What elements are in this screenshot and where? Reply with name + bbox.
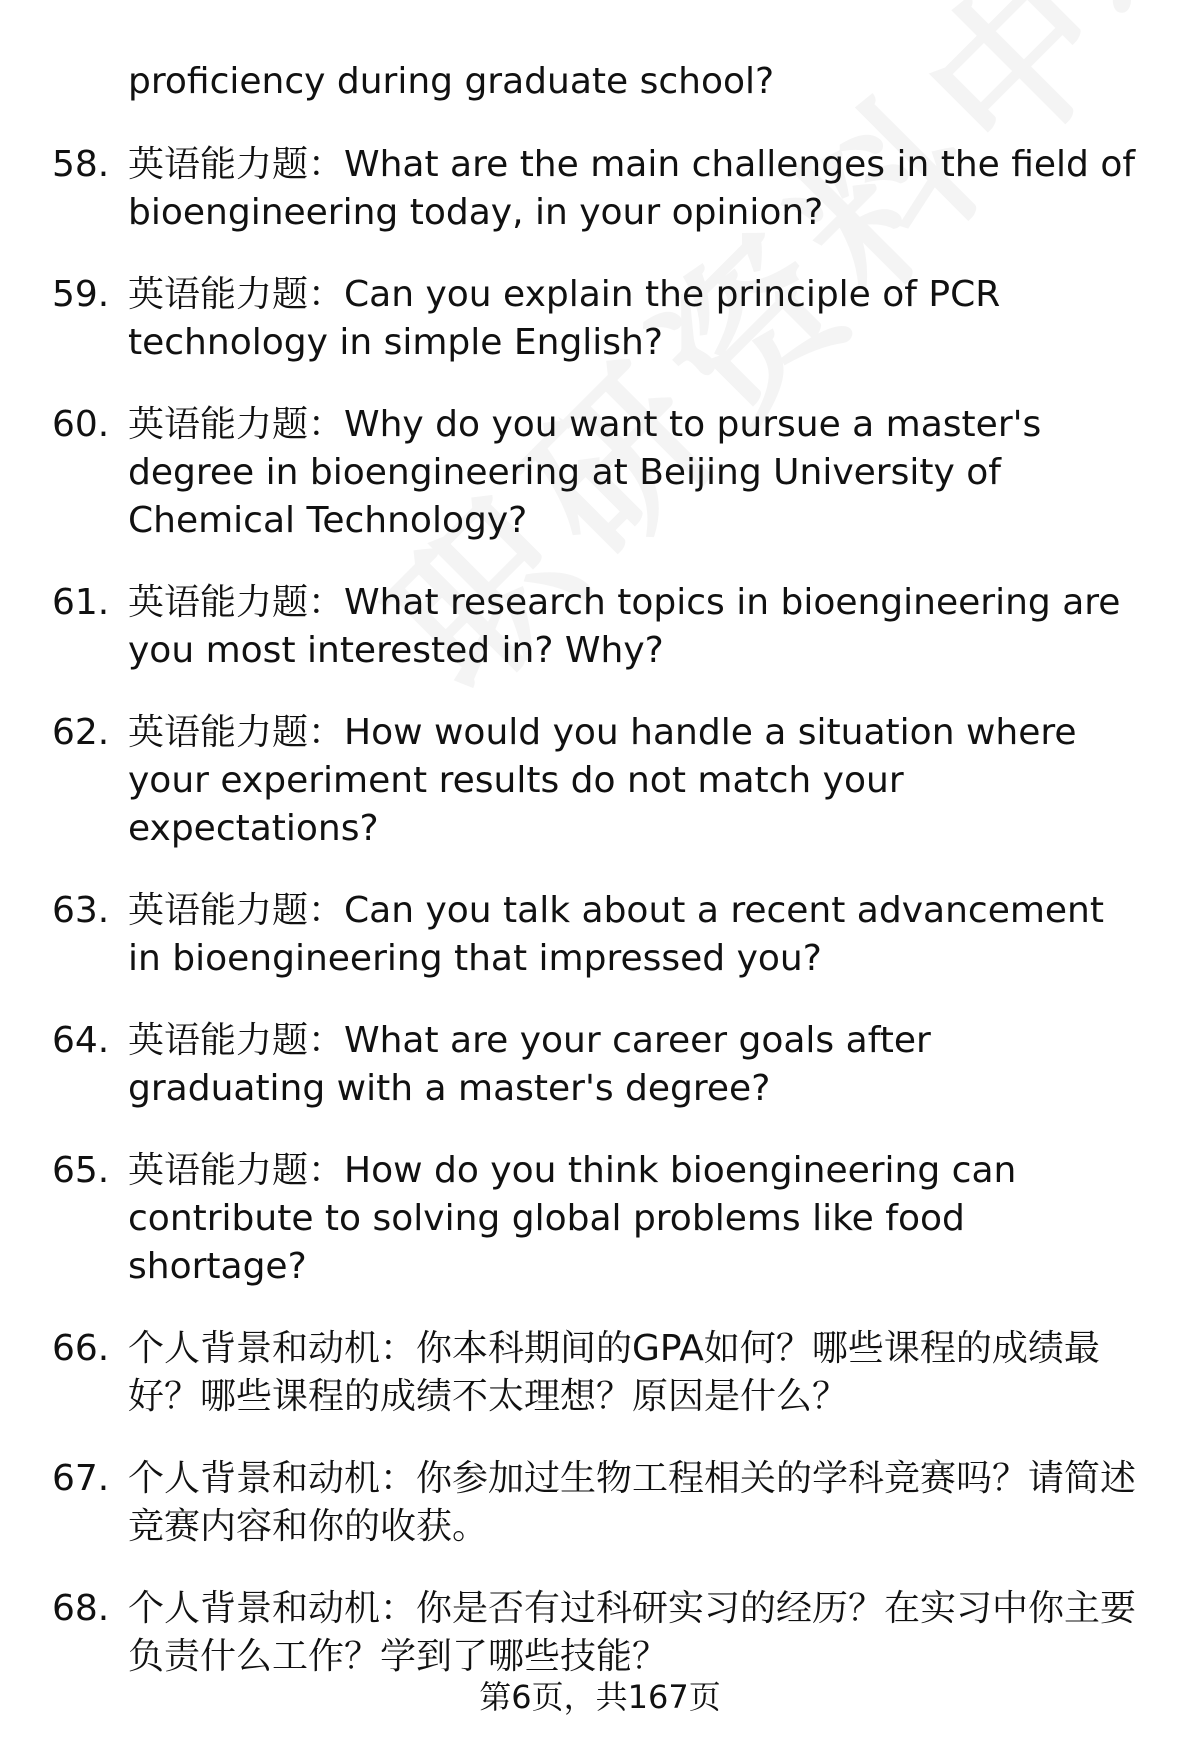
question-item bbox=[0, 709, 1200, 853]
question-text: 个人背景和动机：你本科期间的GPA如何？哪些课程的成绩最好？哪些课程的成绩不太理想？原因是什么？ bbox=[128, 1328, 1100, 1417]
question-text: 英语能力题：Can you talk about a recent advancement in bioengineering that impressed you? bbox=[128, 890, 1104, 979]
question-item bbox=[0, 579, 1200, 675]
question-item bbox=[0, 887, 1200, 983]
question-item bbox=[0, 141, 1200, 237]
question-text: 个人背景和动机：你是否有过科研实习的经历？在实习中你主要负责什么工作？学到了哪些技能？ bbox=[128, 1588, 1137, 1677]
question-item bbox=[0, 271, 1200, 367]
continued-question-text: proficiency during graduate school? bbox=[128, 61, 775, 102]
question-item bbox=[0, 1017, 1200, 1113]
question-item bbox=[0, 1147, 1200, 1291]
question-number: 64. bbox=[52, 1020, 110, 1061]
question-text: 英语能力题：How do you think bioengineering can contribute to solving global problems like food shortage? bbox=[128, 1150, 1017, 1287]
question-number: 65. bbox=[52, 1150, 110, 1191]
question-item bbox=[0, 1455, 1200, 1551]
question-number: 62. bbox=[52, 712, 110, 753]
question-number: 58. bbox=[52, 144, 110, 185]
question-list bbox=[0, 141, 1200, 1715]
question-number: 61. bbox=[52, 582, 110, 623]
question-item bbox=[0, 1325, 1200, 1421]
question-item bbox=[0, 1585, 1200, 1681]
question-number: 63. bbox=[52, 890, 110, 931]
question-number: 67. bbox=[52, 1458, 110, 1499]
question-text: 英语能力题：What research topics in bioengineering are you most interested in? Why? bbox=[128, 582, 1121, 671]
question-text: 英语能力题：How would you handle a situation where your experiment results do not match your expectations? bbox=[128, 712, 1077, 849]
question-number: 60. bbox=[52, 404, 110, 445]
question-item bbox=[0, 401, 1200, 545]
question-number: 59. bbox=[52, 274, 110, 315]
question-text: 英语能力题：Can you explain the principle of PCR technology in simple English? bbox=[128, 274, 1001, 363]
question-text: 英语能力题：Why do you want to pursue a master's degree in bioengineering at Beijing University of Chemical Technology? bbox=[128, 404, 1042, 541]
question-text: 个人背景和动机：你参加过生物工程相关的学科竞赛吗？请简述竞赛内容和你的收获。 bbox=[128, 1458, 1137, 1547]
question-number: 68. bbox=[52, 1588, 110, 1629]
page-footer: 第6页，共167页 bbox=[479, 1678, 721, 1716]
question-text: 英语能力题：What are the main challenges in the field of bioengineering today, in your opinion? bbox=[128, 144, 1136, 233]
question-number: 66. bbox=[52, 1328, 110, 1369]
question-text: 英语能力题：What are your career goals after graduating with a master's degree? bbox=[128, 1020, 931, 1109]
